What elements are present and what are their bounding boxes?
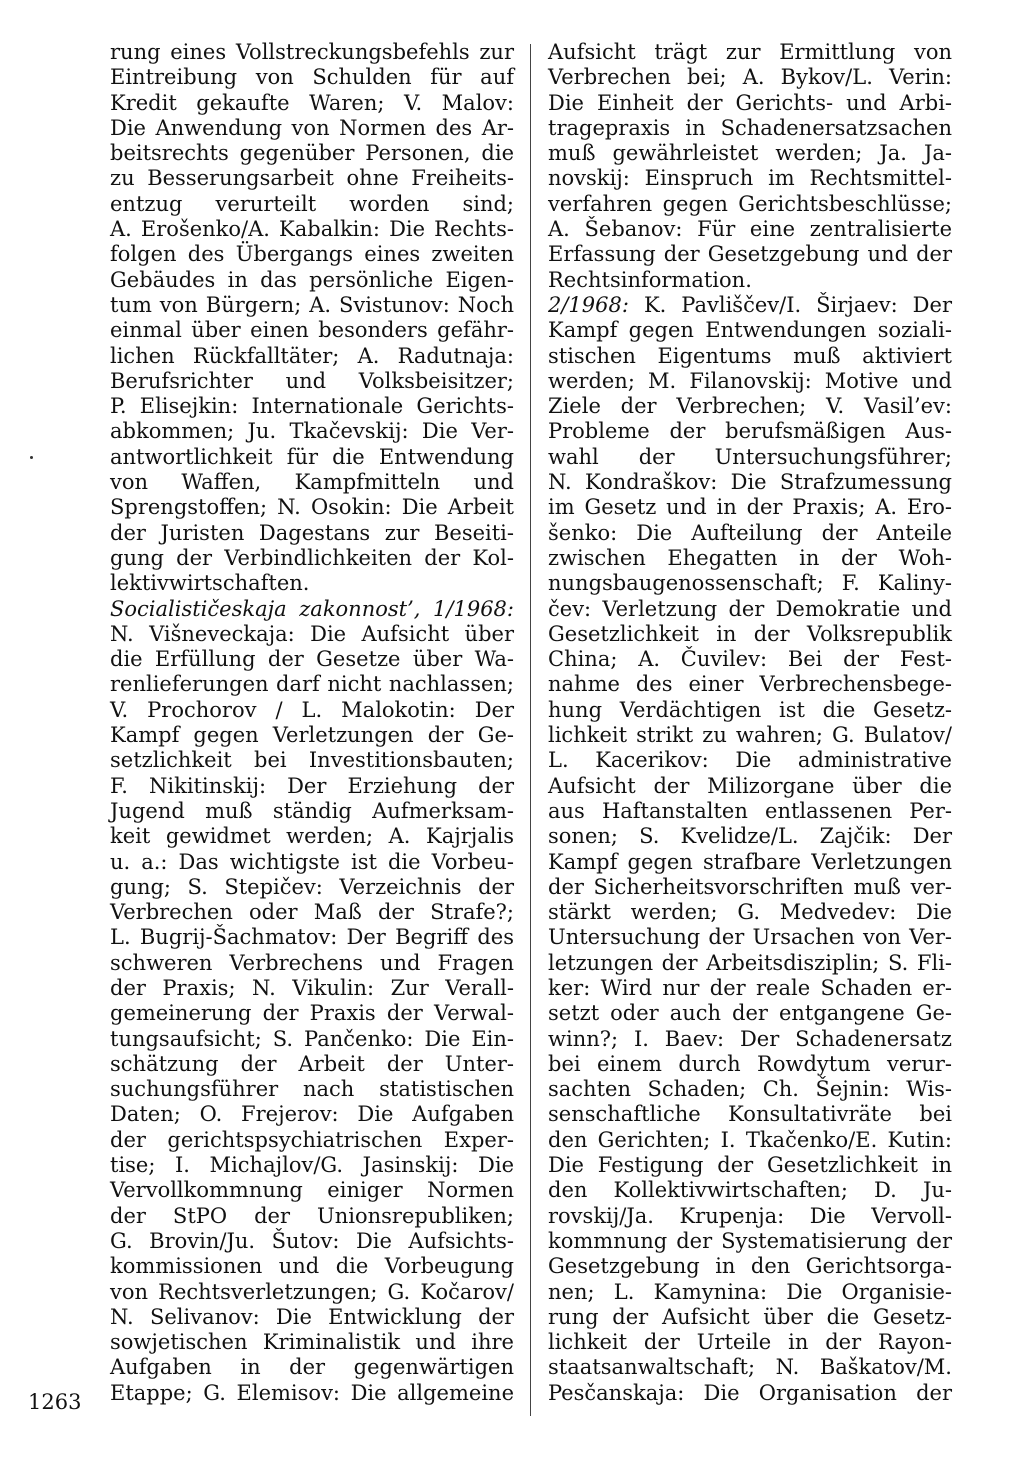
- left-column-line: gung der Verbindlichkeiten der Kol-: [110, 545, 514, 570]
- left-column-line: Aufgaben in der gegenwärtigen: [110, 1355, 514, 1380]
- left-column-line: tungsaufsicht; S. Pančenko: Die Ein-: [110, 1026, 514, 1051]
- right-column-line: Die Festigung der Gesetzlichkeit in: [548, 1153, 952, 1178]
- left-column-line: Die Anwendung von Normen des Ar-: [110, 115, 514, 140]
- left-column-line: L. Bugrij-Šachmatov: Der Begriff des: [110, 925, 514, 950]
- right-column-line: novskij: Einspruch im Rechtsmittel-: [548, 166, 952, 191]
- right-column-line: wahl der Untersuchungsführer;: [548, 444, 952, 469]
- left-column-line: A. Erošenko/A. Kabalkin: Die Rechts-: [110, 217, 514, 242]
- left-column-line: N. Višneveckaja: Die Aufsicht über: [110, 621, 514, 646]
- left-column-line: Kampf gegen Verletzungen der Ge-: [110, 723, 514, 748]
- left-column-line: lichen Rückfalltäter; A. Radutnaja:: [110, 343, 514, 368]
- margin-dot: [30, 456, 33, 459]
- left-column-line: Socialističeskaja zakonnost’, 1/1968:: [110, 596, 514, 621]
- right-column-line: der Sicherheitsvorschriften muß ver-: [548, 874, 952, 899]
- left-column-line: rung eines Vollstreckungsbefehls zur: [110, 40, 514, 64]
- left-column-line: folgen des Übergangs eines zweiten: [110, 242, 514, 267]
- left-column-line: zu Besserungsarbeit ohne Freiheits-: [110, 166, 514, 191]
- left-column-line: antwortlichkeit für die Entwendung: [110, 444, 514, 469]
- left-column-line: Verbrechen oder Maß der Strafe?;: [110, 900, 514, 925]
- right-column-line: Die Einheit der Gerichts- und Arbi-: [548, 90, 952, 115]
- left-column-line: gung; S. Stepičev: Verzeichnis der: [110, 874, 514, 899]
- right-column-line: Pesčanskaja: Die Organisation der: [548, 1380, 952, 1405]
- left-column-line: der StPO der Unionsrepubliken;: [110, 1203, 514, 1228]
- left-column-line: suchungsführer nach statistischen: [110, 1077, 514, 1102]
- left-column-line: sowjetischen Kriminalistik und ihre: [110, 1330, 514, 1355]
- left-column-line: entzug verurteilt worden sind;: [110, 191, 514, 216]
- right-column-line: A. Šebanov: Für eine zentralisierte: [548, 217, 952, 242]
- right-column-line: stärkt werden; G. Medvedev: Die: [548, 900, 952, 925]
- left-column-line: Gebäudes in das persönliche Eigen-: [110, 267, 514, 292]
- left-column-line: renlieferungen darf nicht nachlassen;: [110, 672, 514, 697]
- right-column-line: nen; L. Kamynina: Die Organisie-: [548, 1279, 952, 1304]
- right-column-line: šenko: Die Aufteilung der Anteile: [548, 520, 952, 545]
- right-column-line: sachten Schaden; Ch. Šejnin: Wis-: [548, 1077, 952, 1102]
- right-column-line: Kampf gegen strafbare Verletzungen: [548, 849, 952, 874]
- left-column-line: u. a.: Das wichtigste ist die Vorbeu-: [110, 849, 514, 874]
- right-text-column: [548, 40, 952, 1406]
- right-column-line: 2/1968: K. Pavliščev/I. Širjaev: Der: [548, 292, 952, 317]
- right-column-line: Probleme der berufsmäßigen Aus-: [548, 419, 952, 444]
- left-column-line: abkommen; Ju. Tkačevskij: Die Ver-: [110, 419, 514, 444]
- left-column-line: Kredit gekaufte Waren; V. Malov:: [110, 90, 514, 115]
- left-text-column: [110, 40, 514, 1406]
- left-column-line: V. Prochorov / L. Malokotin: Der: [110, 697, 514, 722]
- left-column-line: der Praxis; N. Vikulin: Zur Verall-: [110, 975, 514, 1000]
- right-column-line: letzungen der Arbeitsdisziplin; S. Fli-: [548, 950, 952, 975]
- left-column-line: schweren Verbrechens und Fragen: [110, 950, 514, 975]
- right-column-line: kommnung der Systematisierung der: [548, 1228, 952, 1253]
- right-column-line: bei einem durch Rowdytum verur-: [548, 1051, 952, 1076]
- right-column-line: senschaftliche Konsultativräte bei: [548, 1102, 952, 1127]
- right-column-line: lichkeit strikt zu wahren; G. Bulatov/: [548, 723, 952, 748]
- right-column-line: hung Verdächtigen ist die Gesetz-: [548, 697, 952, 722]
- left-column-line: Berufsrichter und Volksbeisitzer;: [110, 368, 514, 393]
- right-column-line: winn?; I. Baev: Der Schadenersatz: [548, 1026, 952, 1051]
- right-column-line: setzt oder auch der entgangene Ge-: [548, 1001, 952, 1026]
- column-divider: [530, 44, 531, 1416]
- right-column-line: Untersuchung der Ursachen von Ver-: [548, 925, 952, 950]
- right-column-line: im Gesetz und in der Praxis; A. Ero-: [548, 495, 952, 520]
- left-column-line: beitsrechts gegenüber Personen, die: [110, 141, 514, 166]
- left-column-line: setzlichkeit bei Investitionsbauten;: [110, 748, 514, 773]
- left-column-line: Sprengstoffen; N. Osokin: Die Arbeit: [110, 495, 514, 520]
- right-column-line: rovskij/Ja. Krupenja: Die Vervoll-: [548, 1203, 952, 1228]
- right-column-line: L. Kacerikov: Die administrative: [548, 748, 952, 773]
- page-number: 1263: [28, 1390, 82, 1414]
- left-column-line: F. Nikitinskij: Der Erziehung der: [110, 773, 514, 798]
- left-column-line: Jugend muß ständig Aufmerksam-: [110, 798, 514, 823]
- right-column-line: den Gerichten; I. Tkačenko/E. Kutin:: [548, 1127, 952, 1152]
- right-column-line: China; A. Čuvilev: Bei der Fest-: [548, 647, 952, 672]
- right-column-line: zwischen Ehegatten in der Woh-: [548, 545, 952, 570]
- left-column-line: der gerichtspsychiatrischen Exper-: [110, 1127, 514, 1152]
- right-column-line: stischen Eigentums muß aktiviert: [548, 343, 952, 368]
- right-column-line: Verbrechen bei; A. Bykov/L. Verin:: [548, 65, 952, 90]
- left-column-line: lektivwirtschaften.: [110, 571, 310, 596]
- right-column-line: Ziele der Verbrechen; V. Vasil’ev:: [548, 394, 952, 419]
- right-column-line: Gesetzgebung in den Gerichtsorga-: [548, 1254, 952, 1279]
- left-column-line: Etappe; G. Elemisov: Die allgemeine: [110, 1380, 514, 1405]
- left-column-line: von Waffen, Kampfmitteln und: [110, 470, 514, 495]
- left-column-line: Vervollkommnung einiger Normen: [110, 1178, 514, 1203]
- left-column-line: Eintreibung von Schulden für auf: [110, 65, 514, 90]
- right-column-line: tragepraxis in Schadenersatzsachen: [548, 115, 952, 140]
- right-column-line: werden; M. Filanovskij: Motive und: [548, 368, 952, 393]
- right-column-line: Erfassung der Gesetzgebung und der: [548, 242, 952, 267]
- right-column-line: muß gewährleistet werden; Ja. Ja-: [548, 141, 952, 166]
- left-column-line: N. Selivanov: Die Entwicklung der: [110, 1304, 514, 1329]
- right-column-line: rung der Aufsicht über die Gesetz-: [548, 1304, 952, 1329]
- left-column-line: von Rechtsverletzungen; G. Kočarov/: [110, 1279, 514, 1304]
- issue-label: 2/1968:: [548, 292, 629, 317]
- left-column-line: kommissionen und die Vorbeugung: [110, 1254, 514, 1279]
- right-column-line: staatsanwaltschaft; N. Baškatov/M.: [548, 1355, 952, 1380]
- right-column-line: Aufsicht der Milizorgane über die: [548, 773, 952, 798]
- right-column-line: den Kollektivwirtschaften; D. Ju-: [548, 1178, 952, 1203]
- right-column-line: Aufsicht trägt zur Ermittlung von: [548, 40, 952, 64]
- right-column-line: Kampf gegen Entwendungen soziali-: [548, 318, 952, 343]
- left-column-line: tum von Bürgern; A. Svistunov: Noch: [110, 292, 514, 317]
- left-column-line: einmal über einen besonders gefähr-: [110, 318, 514, 343]
- right-column-line: sonen; S. Kvelidze/L. Zajčik: Der: [548, 824, 952, 849]
- left-column-line: Daten; O. Frejerov: Die Aufgaben: [110, 1102, 514, 1127]
- right-column-line: Rechtsinformation.: [548, 267, 752, 292]
- right-column-line: čev: Verletzung der Demokratie und: [548, 596, 952, 621]
- left-column-line: P. Elisejkin: Internationale Gerichts-: [110, 394, 514, 419]
- left-column-line: schätzung der Arbeit der Unter-: [110, 1051, 514, 1076]
- left-column-line: der Juristen Dagestans zur Beseiti-: [110, 520, 514, 545]
- left-column-line: gemeinerung der Praxis der Verwal-: [110, 1001, 514, 1026]
- left-column-line: die Erfüllung der Gesetze über Wa-: [110, 647, 514, 672]
- right-column-line: N. Kondraškov: Die Strafzumessung: [548, 470, 952, 495]
- right-column-line: aus Haftanstalten entlassenen Per-: [548, 798, 952, 823]
- right-column-line: nahme des einer Verbrechensbege-: [548, 672, 952, 697]
- left-column-line: G. Brovin/Ju. Šutov: Die Aufsichts-: [110, 1228, 514, 1253]
- left-column-line: keit gewidmet werden; A. Kajrjalis: [110, 824, 514, 849]
- right-column-line: nungsbaugenossenschaft; F. Kaliny-: [548, 571, 952, 596]
- right-column-line: ker: Wird nur der reale Schaden er-: [548, 975, 952, 1000]
- right-column-line: lichkeit der Urteile in der Rayon-: [548, 1330, 952, 1355]
- left-column-line: tise; I. Michajlov/G. Jasinskij: Die: [110, 1153, 514, 1178]
- right-column-line: verfahren gegen Gerichtsbeschlüsse;: [548, 191, 952, 216]
- right-column-line: Gesetzlichkeit in der Volksrepublik: [548, 621, 952, 646]
